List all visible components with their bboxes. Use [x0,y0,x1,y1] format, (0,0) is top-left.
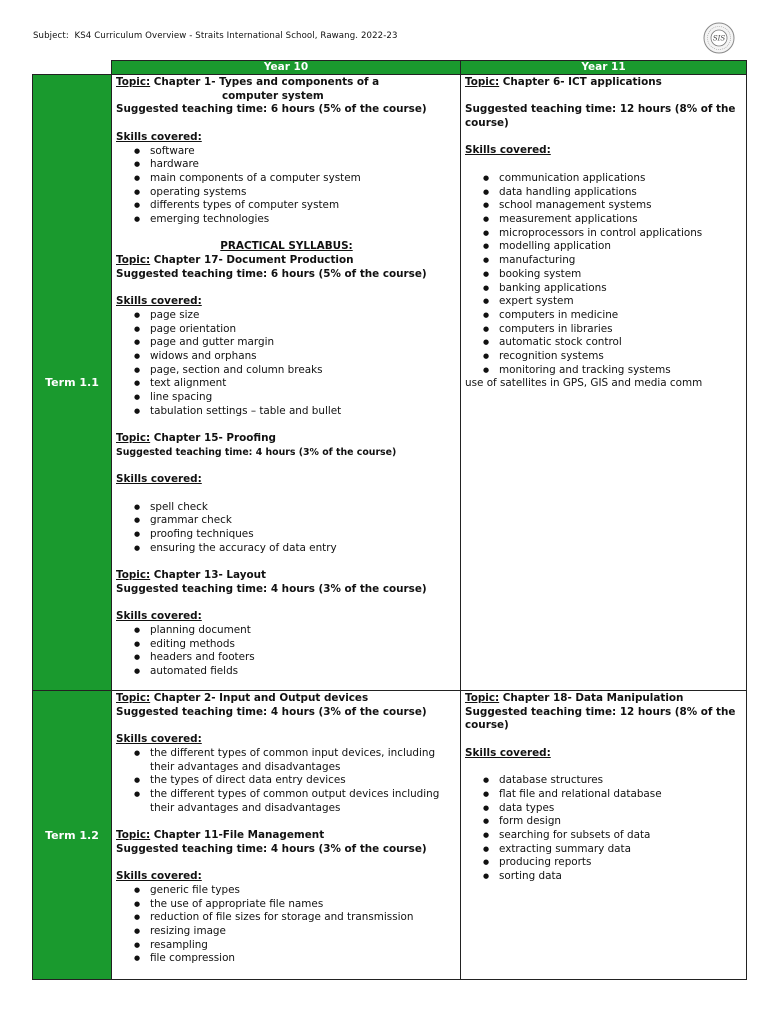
topic-title-continued: computer system [222,89,324,102]
extra-topic-line: use of satellites in GPS, GIS and media comm [465,377,703,390]
list-item: ● editing methods [116,638,457,652]
list-item: ● automated fields [116,665,457,679]
blank-header-cell [33,61,112,75]
list-item: ● file compression [116,952,457,966]
year11-header: Year 11 [461,61,747,75]
topic-title: Topic: Chapter 13- Layout [116,569,266,582]
list-item: ● the different types of common input devices, including their advantages and disadvantages [116,747,457,774]
topic-title: Topic: Chapter 6- ICT applications [465,76,662,88]
skills-list [116,309,457,419]
list-item: ● computers in libraries [465,323,743,337]
subject-label: Subject: [33,31,69,41]
skills-heading: Skills covered: [465,746,551,759]
year10-header: Year 10 [112,61,461,75]
list-item: ● measurement applications [465,213,743,227]
school-logo [703,22,735,54]
list-item: ● line spacing [116,391,457,405]
term-row-1-1 [33,75,747,691]
list-item: ● proofing techniques [116,528,457,542]
list-item: ● tabulation settings – table and bullet [116,405,457,419]
skills-list [465,172,743,378]
list-item: ● generic file types [116,884,457,898]
list-item: ● extracting summary data [465,843,743,857]
list-item: ● sorting data [465,870,743,884]
list-item: ● resizing image [116,925,457,939]
skills-heading: Skills covered: [116,610,202,623]
list-item: ● form design [465,815,743,829]
list-item: ● modelling application [465,240,743,254]
teaching-time: Suggested teaching time: 4 hours (3% of the course) [116,582,427,595]
list-item: ● computers in medicine [465,309,743,323]
teaching-time: Suggested teaching time: 4 hours (3% of the course) [116,705,427,718]
list-item: ● the use of appropriate file names [116,898,457,912]
list-item: ● searching for subsets of data [465,829,743,843]
term-1-2-year11-cell [461,691,747,980]
list-item: ● automatic stock control [465,336,743,350]
topic-title: Topic: Chapter 2- Input and Output devices [116,692,369,704]
list-item: ● microprocessors in control applications [465,227,743,241]
skills-list [116,145,457,227]
list-item: ● page and gutter margin [116,336,457,350]
list-item: ● data types [465,802,743,816]
term-1-1-year10-cell [112,75,461,691]
list-item: ● the different types of common output devices including their advantages and disadvantages [116,788,457,815]
practical-syllabus-heading: PRACTICAL SYLLABUS: [220,240,353,253]
list-item: ● banking applications [465,282,743,296]
list-item: ● spell check [116,501,457,515]
list-item: ● headers and footers [116,651,457,665]
term-1-2-year10-cell [112,691,461,980]
skills-list [116,624,457,679]
list-item: ● emerging technologies [116,213,457,227]
list-item: ● monitoring and tracking systems [465,364,743,378]
list-item: ● communication applications [465,172,743,186]
curriculum-table [32,60,747,980]
topic-title: Topic: Chapter 1- Types and components of a [116,76,380,88]
teaching-time: Suggested teaching time: 4 hours (3% of the course) [116,842,427,855]
list-item: ● producing reports [465,856,743,870]
skills-heading: Skills covered: [116,295,202,308]
list-item: ● booking system [465,268,743,282]
term-1-1-year11-cell [461,75,747,691]
list-item: ● planning document [116,624,457,638]
list-item: ● resampling [116,939,457,953]
teaching-time: Suggested teaching time: 6 hours (5% of the course) [116,267,427,280]
list-item: ● the types of direct data entry devices [116,774,457,788]
skills-list [116,884,457,966]
list-item: ● widows and orphans [116,350,457,364]
skills-heading: Skills covered: [116,130,202,143]
list-item: ● page size [116,309,457,323]
list-item: ● grammar check [116,514,457,528]
list-item: ● reduction of file sizes for storage and transmission [116,911,457,925]
list-item: ● differents types of computer system [116,199,457,213]
term-row-1-2 [33,691,747,980]
topic-title: Topic: Chapter 18- Data Manipulation [465,692,684,704]
skills-list [465,774,743,884]
topic-title: Topic: Chapter 11-File Management [116,829,325,841]
logo-letters: SIS [712,34,726,43]
list-item: ● database structures [465,774,743,788]
list-item: ● software [116,145,457,159]
table-header-row [33,61,747,75]
list-item: ● page orientation [116,323,457,337]
term-label: Term 1.1 [33,75,112,691]
list-item: ● text alignment [116,377,457,391]
list-item: ● manufacturing [465,254,743,268]
skills-list [116,501,457,556]
list-item: ● data handling applications [465,186,743,200]
list-item: ● school management systems [465,199,743,213]
list-item: ● operating systems [116,186,457,200]
teaching-time: Suggested teaching time: 12 hours (8% of the course) [465,103,736,130]
skills-list [116,747,457,816]
list-item: ● ensuring the accuracy of data entry [116,542,457,556]
teaching-time: Suggested teaching time: 6 hours (5% of the course) [116,103,427,116]
topic-title: Topic: Chapter 17- Document Production [116,254,354,267]
list-item: ● recognition systems [465,350,743,364]
topic-title: Topic: Chapter 15- Proofing [116,432,276,445]
teaching-time: Suggested teaching time: 4 hours (3% of the course) [116,446,397,458]
document-header [33,31,398,41]
list-item: ● main components of a computer system [116,172,457,186]
skills-heading: Skills covered: [116,733,202,746]
list-item: ● hardware [116,158,457,172]
term-label: Term 1.2 [33,691,112,980]
skills-heading: Skills covered: [116,870,202,883]
skills-heading: Skills covered: [465,144,551,157]
subject-text: KS4 Curriculum Overview - Straits International School, Rawang. 2022-23 [74,31,398,41]
list-item: ● flat file and relational database [465,788,743,802]
list-item: ● page, section and column breaks [116,364,457,378]
teaching-time: Suggested teaching time: 12 hours (8% of the course) [465,705,736,732]
list-item: ● expert system [465,295,743,309]
skills-heading: Skills covered: [116,473,202,486]
